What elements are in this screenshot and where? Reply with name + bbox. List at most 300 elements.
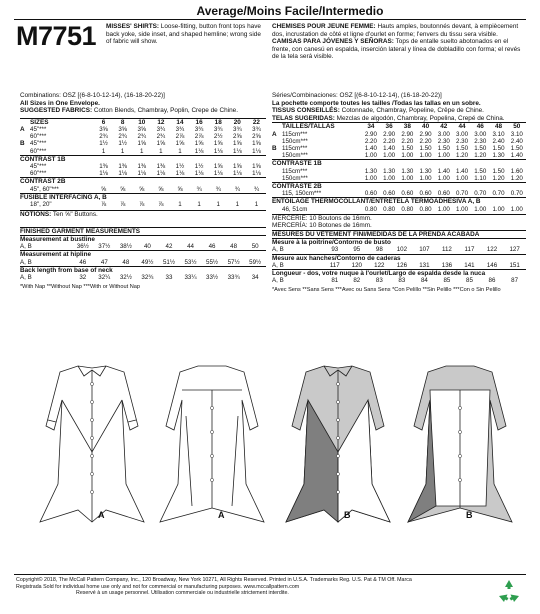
measurement-value: 85 — [466, 277, 473, 285]
yardage-value: 1.50 — [437, 144, 450, 152]
yardage-value: 1⅝ — [213, 163, 223, 170]
yardage-value: 1.40 — [437, 167, 450, 175]
yardage-value: 2.20 — [419, 137, 432, 145]
yardage-value: 1.00 — [383, 152, 396, 160]
view-letter: B — [20, 140, 25, 148]
yardage-value: 3¾ — [156, 125, 166, 133]
measurements-header-row — [20, 227, 266, 235]
yardage-value: 1.50 — [492, 144, 505, 152]
yardage-value: 2½ — [213, 133, 223, 141]
fabric-width: 115cm*** — [282, 130, 308, 138]
measurement-value: 122 — [374, 261, 385, 269]
view-b-front-drawing — [286, 366, 390, 522]
yardage-value: 1⅝ — [194, 140, 204, 148]
yardage-value: 2.90 — [401, 130, 414, 138]
yardage-row — [272, 206, 526, 213]
yardage-value: ⅞ — [120, 201, 126, 209]
measurement-value: 33¾ — [227, 274, 240, 282]
yardage-value: 1⅛ — [252, 147, 261, 155]
measurement-title: Measurement at hipline — [20, 251, 266, 259]
yardage-value: 1.50 — [510, 144, 523, 152]
yardage-row — [20, 126, 266, 133]
measurement-value: 44 — [187, 243, 194, 251]
yardage-value: 1⅛ — [175, 170, 185, 178]
yardage-value: 1.30 — [492, 152, 505, 160]
yardage-value: 2.90 — [364, 130, 377, 138]
size-header: 48 — [489, 123, 507, 131]
section-header-row — [272, 198, 526, 206]
yardage-value: 0.60 — [364, 190, 377, 198]
yardage-value: 1.00 — [510, 205, 523, 213]
measurement-title: Mesure aux hanches/Contorno de caderas — [272, 254, 526, 262]
measurement-value: 98 — [375, 246, 383, 254]
yardage-value: 1.00 — [474, 205, 487, 213]
yardage-table-metric — [272, 122, 526, 212]
mercerie: MERCERIE: 10 Boutons de 16mm. — [272, 214, 526, 223]
size-header: 40 — [416, 123, 434, 131]
measurement-value: 127 — [509, 246, 520, 254]
yardage-value: 1.50 — [474, 167, 487, 175]
yardage-value: 1.30 — [419, 167, 432, 175]
yardage-value: 0.80 — [383, 205, 396, 213]
measurement-title-row — [20, 236, 266, 244]
yardage-value: 1.30 — [364, 167, 377, 175]
yardage-value: 2.90 — [383, 130, 396, 138]
yardage-value: 1½ — [194, 163, 204, 170]
yardage-value: 1⅜ — [137, 163, 147, 170]
yardage-row — [20, 186, 266, 194]
measurement-value: 95 — [353, 246, 361, 254]
measurement-value: 53½ — [184, 258, 197, 266]
yardage-row — [20, 133, 266, 140]
yardage-value: 0.70 — [474, 190, 487, 198]
measurement-value: 33¼ — [184, 274, 197, 282]
yardage-value: 3¾ — [175, 125, 185, 133]
yardage-value: 3⅝ — [137, 125, 147, 133]
size-header: 12 — [151, 118, 170, 126]
yardage-value: 1⅛ — [194, 147, 204, 155]
yardage-value: 2¾ — [99, 133, 108, 141]
footnote-en: *With Nap **Without Nap ***With or Without Nap — [20, 284, 141, 291]
sizes-header-row — [20, 118, 266, 126]
section-header-row — [20, 193, 266, 201]
yardage-row — [272, 190, 526, 198]
technical-drawings — [14, 352, 526, 562]
measurement-values-row — [272, 277, 526, 284]
measurement-value: 86 — [488, 277, 496, 285]
yardage-value: 3.10 — [492, 130, 505, 138]
yardage-value: 1⅝ — [252, 163, 261, 170]
finished-measurements-en — [20, 227, 266, 281]
yardage-value: 1.00 — [437, 174, 450, 182]
yardage-value: ⅞ — [100, 201, 107, 209]
yardage-value: 1⅝ — [252, 140, 261, 148]
size-header: 16 — [190, 118, 209, 126]
yardage-value: 1½ — [118, 140, 127, 148]
yardage-value: 3¾ — [252, 125, 261, 133]
yardage-value: 1.00 — [437, 152, 450, 160]
size-header: 18 — [209, 118, 228, 126]
yardage-value: 1⅜ — [99, 163, 108, 170]
size-header: 46 — [471, 123, 489, 131]
view-label-a-back: A — [218, 510, 225, 520]
measurement-value: 83 — [375, 277, 383, 285]
view-b-back-drawing — [408, 366, 512, 522]
measurement-title-row — [272, 254, 526, 262]
description-fr-title: CHEMISES POUR JEUNE FEMME: — [272, 23, 376, 30]
view-letter — [272, 206, 282, 213]
measurement-value: 42 — [165, 243, 173, 251]
fabric-width: 150cm*** — [282, 137, 308, 145]
measurement-value: 146 — [486, 261, 498, 269]
yardage-value: 0.60 — [401, 190, 414, 198]
yardage-value: 1⅛ — [233, 147, 242, 155]
yardage-value: 1.20 — [456, 152, 469, 160]
measurement-view-label: A, B — [272, 277, 284, 285]
yardage-value: 1.40 — [456, 167, 469, 175]
yardage-value: 2.20 — [401, 137, 414, 145]
notions-title-en: NOTIONS: — [20, 211, 52, 219]
view-label-b-back: B — [466, 510, 473, 520]
view-letter — [272, 175, 282, 183]
yardage-value: 1.30 — [383, 167, 396, 175]
measurement-value: 102 — [396, 246, 408, 254]
fabric-width: 46, 51cm — [282, 205, 308, 213]
yardage-row — [272, 145, 526, 152]
yardage-value: 1.40 — [510, 152, 523, 160]
yardage-value: 1.00 — [401, 174, 414, 182]
yardage-row — [272, 175, 526, 183]
yardage-value: 1 — [178, 147, 182, 155]
yardage-value: ¾ — [234, 185, 240, 193]
yardage-value: 0.60 — [437, 190, 450, 198]
telas: Mezclas de algodón, Chambray, Popelina, Crepé de China. — [336, 114, 505, 122]
notions-en: Ten ⅝" Buttons. — [52, 211, 98, 219]
yardage-value: 2.20 — [364, 137, 377, 145]
section-title: ENTOILAGE THERMOCOLLANT/ENTRETELA TERMOADHESIVA A, B — [272, 198, 526, 206]
section-header-row — [20, 178, 266, 186]
yardage-value: 2.40 — [510, 137, 523, 145]
footnote-metric: *Avec Sens **Sans Sens ***Avec ou Sans Sens *Con Pelillo **Sin Pelillo ***Con o Sin Pelillo — [272, 287, 501, 294]
yardage-value: 1.00 — [383, 174, 396, 182]
fabric-width: 115cm*** — [282, 144, 308, 152]
view-letter — [20, 201, 30, 208]
sizes-label: SIZES — [30, 118, 94, 126]
yardage-value: ¾ — [196, 185, 202, 193]
size-header: 36 — [380, 123, 398, 131]
size-header: 44 — [453, 123, 471, 131]
view-letter — [20, 148, 30, 156]
yardage-value: 1 — [120, 147, 125, 155]
combinations-en: Combinations: OSZ [(6-8-10-12-14), (16-18-20-22)] — [20, 92, 165, 99]
yardage-value: 0.70 — [456, 190, 469, 198]
finished-measurements-title: FINISHED GARMENT MEASUREMENTS — [20, 227, 266, 235]
yardage-row — [20, 201, 266, 208]
yardage-value: 1⅜ — [156, 163, 166, 170]
measurement-value: 40 — [143, 243, 151, 251]
yardage-value: 1⅝ — [233, 140, 242, 148]
description-es-text: Tops de entalle suelto abotonados en el frente, con canesú en espalda, inserción lateral y línea de dobladillo con forma; el revés de la tela será visible. — [272, 38, 521, 61]
yardage-value: 1.50 — [492, 167, 505, 175]
measurement-title: Longueur - dos, votre nuque à l'ourlet/Largo de espalda desde la nuca — [272, 270, 526, 278]
measurement-value: 49½ — [141, 258, 154, 266]
yardage-value: 1⅝ — [233, 163, 242, 170]
yardage-row — [272, 138, 526, 145]
measurement-title: Back length from base of neck — [20, 266, 266, 274]
yardage-value: 1.40 — [364, 144, 377, 152]
measurement-value: 50 — [251, 243, 259, 251]
fabric-width: 60"*** — [30, 170, 47, 178]
yardage-value: 1⅝ — [175, 140, 185, 148]
measurement-title: Mesure à la poitrine/Contorno de busto — [272, 239, 526, 247]
yardage-value: 1⅛ — [118, 170, 127, 178]
yardage-value: 1.00 — [456, 205, 469, 213]
yardage-value: 1½ — [99, 140, 108, 148]
view-letter — [20, 170, 30, 178]
footer-rule — [14, 574, 526, 575]
section-header-row — [272, 183, 526, 191]
yardage-value: 1.20 — [492, 174, 505, 182]
measurement-value: 36½ — [76, 243, 89, 251]
yardage-value: 3.00 — [456, 130, 469, 138]
measurement-value: 32¼ — [98, 274, 111, 282]
yardage-value: 1.00 — [419, 174, 432, 182]
finished-measurements-title: MESURES DU VÊTEMENT FINI/MEDIDAS DE LA PRENDA ACABADA — [272, 231, 526, 239]
copyright-line-1: Copyright© 2018, The McCall Pattern Company, Inc., 120 Broadway, New York 10271, All Rights Reserved. Printed in U.S.A. Trademarks Reg. U.S. Pat & TM Off. Marca — [16, 577, 412, 583]
size-header: 34 — [362, 123, 380, 131]
yardage-value: ⅞ — [158, 201, 164, 209]
yardage-value: 3⅝ — [118, 125, 127, 133]
sizes-label: TAILLES/TALLAS — [282, 123, 362, 131]
yardage-row — [272, 168, 526, 175]
yardage-value: 2.30 — [456, 137, 469, 145]
yardage-value: 1.00 — [364, 174, 377, 182]
yardage-value: 0.80 — [401, 205, 414, 213]
yardage-value: ¾ — [253, 185, 260, 193]
yardage-value: 1.50 — [419, 144, 432, 152]
yardage-value: 1⅛ — [213, 170, 223, 178]
fabric-width: 45"*** — [30, 140, 47, 148]
view-a-back-drawing — [160, 366, 264, 522]
view-letter — [272, 152, 282, 160]
fabric-width: 45"*** — [30, 163, 47, 170]
view-letter — [20, 133, 30, 140]
description-fr-text: Hauts amples, boutonnés devant, à empiècement dos, incrustation de côté et ligne d'ourlet en forme; l'envers du tissu sera visible. — [272, 23, 519, 38]
yardage-value: 1.00 — [456, 174, 469, 182]
yardage-value: 1 — [235, 201, 240, 209]
measurement-value: 33½ — [206, 274, 219, 282]
size-header: 42 — [435, 123, 453, 131]
tissus-title: TISSUS CONSEILLÉS: — [272, 107, 340, 115]
merceria: MERCERÍA: 10 Botones de 16mm. — [272, 222, 372, 230]
combinations-fr: Séries/Combinaciones: OSZ [(6-8-10-12-14), (16-18-20-22)] — [272, 92, 442, 99]
yardage-value: 2¾ — [137, 133, 147, 141]
fabrics-en: Cotton Blends, Chambray, Poplin, Crepe de Chine. — [93, 107, 238, 115]
view-letter: B — [272, 144, 277, 152]
yardage-value: 1.00 — [492, 205, 505, 213]
yardage-value: ⅝ — [139, 185, 145, 193]
measurement-value: 38½ — [119, 243, 132, 251]
view-label-a-front: A — [98, 510, 105, 520]
yardage-value: 0.80 — [419, 205, 432, 213]
measurement-value: 122 — [486, 246, 498, 254]
measurement-view-label: A, B — [20, 243, 32, 251]
size-header: 38 — [398, 123, 416, 131]
yardage-row — [272, 152, 526, 160]
yardage-value: 1.50 — [401, 144, 414, 152]
description-en-text: Loose-fitting, button front tops have back yoke, side inset, and shaped hemline; wrong side of fabric will show. — [106, 23, 261, 46]
measurement-value: 126 — [396, 261, 408, 269]
measurement-value: 87 — [511, 277, 519, 285]
fabric-width: 115cm*** — [282, 167, 308, 175]
measurement-value: 59½ — [249, 258, 262, 266]
yardage-value: 1.40 — [383, 144, 396, 152]
measurement-value: 32½ — [119, 274, 132, 282]
measurement-value: 57½ — [227, 258, 240, 266]
yardage-value: ¾ — [215, 185, 221, 193]
recycle-icon — [496, 578, 522, 604]
view-letter: A — [20, 125, 25, 133]
yardage-value: 0.80 — [364, 205, 377, 213]
measurement-value: 46 — [79, 258, 87, 266]
yardage-value: 3¾ — [213, 125, 223, 133]
yardage-value: 1.00 — [364, 152, 377, 160]
description-es-title: CAMISAS PARA JÓVENES Y SEÑORAS: — [272, 38, 394, 46]
yardage-value: 2¾ — [118, 133, 127, 141]
section-header-row — [20, 155, 266, 163]
yardage-value: 1.00 — [437, 205, 450, 213]
yardage-row — [20, 148, 266, 156]
view-letter — [272, 190, 282, 198]
yardage-value: 1.00 — [401, 152, 414, 160]
yardage-value: 1.20 — [510, 174, 523, 182]
yardage-value: 1⅝ — [137, 140, 147, 148]
measurement-values-row — [272, 262, 526, 270]
yardage-value: 2⅞ — [194, 133, 204, 141]
yardage-value: 0.60 — [419, 190, 432, 198]
measurement-value: 136 — [441, 261, 453, 269]
section-title: FUSIBLE INTERFACING A, B — [20, 193, 266, 201]
size-header: 22 — [247, 118, 266, 126]
section-title: CONTRASTE 2B — [272, 183, 526, 191]
yardage-table-en — [20, 118, 266, 208]
view-letter — [272, 168, 282, 175]
yardage-value: 3¾ — [233, 125, 242, 133]
measurement-view-label: A, B — [272, 246, 284, 254]
yardage-value: 2.30 — [437, 137, 450, 145]
measurement-value: 83 — [398, 277, 406, 285]
yardage-value: 3¾ — [194, 125, 204, 133]
measurement-values-row — [20, 243, 266, 251]
measurement-value: 34 — [251, 274, 259, 282]
yardage-value: 1⅝ — [156, 140, 166, 148]
measurement-value: 141 — [464, 261, 475, 269]
yardage-value: 2.20 — [383, 137, 396, 145]
english-yardage-column — [20, 92, 266, 291]
measurement-value: 51½ — [162, 258, 175, 266]
yardage-value: 1⅛ — [252, 170, 261, 178]
yardage-value: 2.90 — [419, 130, 432, 138]
yardage-value: 1 — [101, 147, 106, 155]
view-column-header — [272, 123, 282, 131]
copyright-line-2: Registrada Sold for individual home use only and not for commercial or manufacturing purposes. www.mccallpattern.com — [16, 583, 300, 590]
measurement-title-row — [20, 266, 266, 274]
header-rule — [14, 19, 526, 20]
section-header-row — [272, 160, 526, 168]
pattern-number: M7751 — [16, 21, 97, 51]
measurement-value: 81 — [331, 277, 339, 285]
view-column-header — [20, 118, 30, 126]
measurement-value: 82 — [353, 277, 361, 285]
yardage-value: 1⅛ — [213, 147, 223, 155]
size-header: 6 — [94, 118, 113, 126]
yardage-value: 2⅝ — [233, 133, 242, 141]
view-letter — [272, 138, 282, 145]
view-a-front-drawing — [40, 366, 144, 522]
yardage-value: 1.60 — [510, 167, 523, 175]
measurement-value: 120 — [351, 261, 362, 269]
fabric-width: 60"*** — [30, 133, 47, 141]
view-letter — [20, 186, 30, 194]
section-title: CONTRAST 2B — [20, 178, 266, 186]
size-header: 50 — [508, 123, 526, 131]
fabric-width: 150cm*** — [282, 152, 308, 160]
yardage-value: 1.20 — [474, 152, 487, 160]
all-sizes-fr: La pochette comporte toutes les tailles /Todas las tallas en un sobre. — [272, 99, 481, 107]
yardage-value: 2⅝ — [252, 133, 261, 141]
size-header: 14 — [170, 118, 189, 126]
size-header: 8 — [113, 118, 132, 126]
metric-yardage-column — [272, 92, 526, 294]
measurements-header-row — [272, 231, 526, 239]
yardage-value: 1.50 — [474, 144, 487, 152]
measurement-view-label: A, B — [20, 258, 32, 266]
measurement-title-row — [272, 270, 526, 278]
copyright-block — [16, 577, 484, 597]
yardage-value: 0.60 — [383, 190, 396, 198]
fabric-width: 45", 60"*** — [30, 185, 59, 193]
yardage-value: ⅝ — [100, 185, 107, 193]
yardage-value: 0.70 — [492, 190, 505, 198]
yardage-row — [20, 140, 266, 147]
fabric-width: 115, 150cm*** — [282, 190, 322, 198]
section-title: CONTRASTE 1B — [272, 160, 526, 168]
yardage-value: 1⅜ — [118, 163, 127, 170]
measurement-value: 85 — [443, 277, 451, 285]
yardage-value: 1½ — [175, 163, 185, 170]
measurement-title-row — [20, 251, 266, 259]
yardage-value: 3.00 — [437, 130, 450, 138]
all-sizes-en: All Sizes in One Envelope. — [20, 99, 100, 107]
yardage-value: 1 — [178, 201, 182, 209]
fabric-width: 60"*** — [30, 147, 47, 155]
yardage-value: 0.70 — [510, 190, 523, 198]
fabric-width: 18", 20" — [30, 201, 52, 209]
measurement-view-label: A, B — [20, 274, 32, 282]
view-letter: A — [272, 130, 277, 138]
section-title: CONTRAST 1B — [20, 155, 266, 163]
yardage-value: 1 — [254, 201, 259, 209]
view-label-b-front: B — [344, 510, 351, 520]
size-header: 10 — [132, 118, 151, 126]
measurement-value: 55½ — [206, 258, 219, 266]
yardage-value: 2.30 — [474, 137, 487, 145]
yardage-row — [272, 131, 526, 138]
yardage-value: 2⅞ — [175, 133, 185, 141]
yardage-value: 1⅛ — [233, 170, 242, 178]
tissus: Cotonnade, Chambray, Popeline, Crêpe de Chine. — [341, 107, 484, 115]
yardage-value: 1 — [140, 147, 144, 155]
